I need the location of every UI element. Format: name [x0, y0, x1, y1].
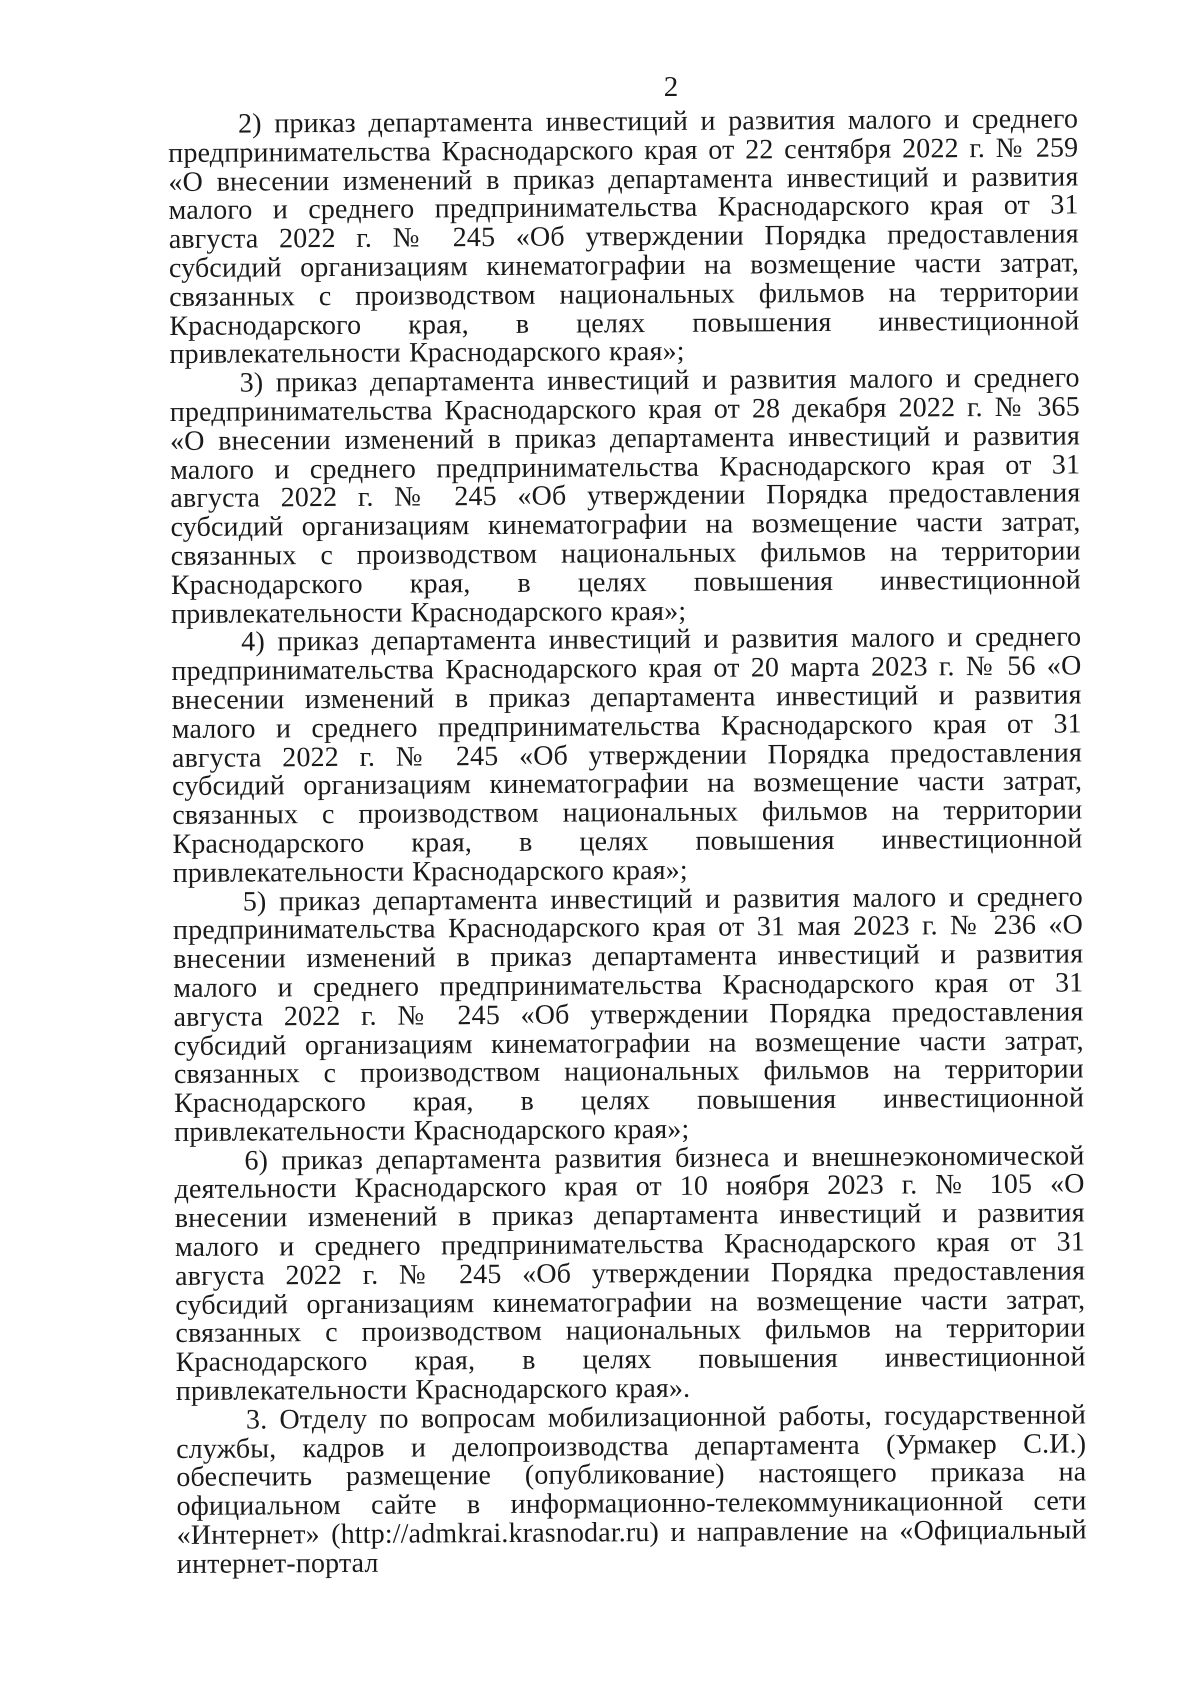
- paragraph-item-3: 3) приказ департамента инвестиций и развития малого и среднего предпринимательства Краснодарского края от 28 декабря 2022 г. № 365 «О внесении изменений в приказ департамента инвестиций и развития малого и среднего предпринимательства Краснодарского края от 31 августа 2022 г. № 245 «Об утверждении Порядка предоставления субсидий организациям кинематографии на возмещение части затрат, связанных с производством национальных фильмов на территории Краснодарского края, в целях повышения инвестиционной привлекательности Краснодарского края»;: [169, 362, 1081, 630]
- paragraph-clause-3: 3. Отделу по вопросам мобилизационной работы, государственной службы, кадров и делопроизводства департамента (Урмакер С.И.) обеспечить размещение (опубликование) настоящего приказа на официальном сайте в информационно-телекоммуникационной сети «Интернет» (http://admkrai.krasnodar.ru) и направление на «Официальный интернет-портал: [176, 1399, 1087, 1580]
- paragraph-item-4: 4) приказ департамента инвестиций и развития малого и среднего предпринимательства Краснодарского края от 20 марта 2023 г. № 56 «О внесении изменений в приказ департамента инвестиций и развития малого и среднего предпринимательства Краснодарского края от 31 августа 2022 г. № 245 «Об утверждении Порядка предоставления субсидий организациям кинематографии на возмещение части затрат, связанных с производством национальных фильмов на территории Краснодарского края, в целях повышения инвестиционной привлекательности Краснодарского края»;: [171, 621, 1083, 889]
- document-body: [168, 105, 1087, 1579]
- page-number: 2: [663, 71, 679, 103]
- paragraph-item-2: 2) приказ департамента инвестиций и развития малого и среднего предпринимательства Краснодарского края от 22 сентября 2022 г. № 259 «О внесении изменений в приказ департамента инвестиций и развития малого и среднего предпринимательства Краснодарского края от 31 августа 2022 г. № 245 «Об утверждении Порядка предоставления субсидий организациям кинематографии на возмещение части затрат, связанных с производством национальных фильмов на территории Краснодарского края, в целях повышения инвестиционной привлекательности Краснодарского края»;: [168, 103, 1080, 371]
- paragraph-item-6: 6) приказ департамента развития бизнеса и внешнеэкономической деятельности Краснодарского края от 10 ноября 2023 г. № 105 «О внесении изменений в приказ департамента инвестиций и развития малого и среднего предпринимательства Краснодарского края от 31 августа 2022 г. № 245 «Об утверждении Порядка предоставления субсидий организациям кинематографии на возмещение части затрат, связанных с производством национальных фильмов на территории Краснодарского края, в целях повышения инвестиционной привлекательности Краснодарского края».: [174, 1140, 1086, 1408]
- paragraph-item-5: 5) приказ департамента инвестиций и развития малого и среднего предпринимательства Краснодарского края от 31 мая 2023 г. № 236 «О внесении изменений в приказ департамента инвестиций и развития малого и среднего предпринимательства Краснодарского края от 31 августа 2022 г. № 245 «Об утверждении Порядка предоставления субсидий организациям кинематографии на возмещение части затрат, связанных с производством национальных фильмов на территории Краснодарского края, в целях повышения инвестиционной привлекательности Краснодарского края»;: [172, 880, 1085, 1148]
